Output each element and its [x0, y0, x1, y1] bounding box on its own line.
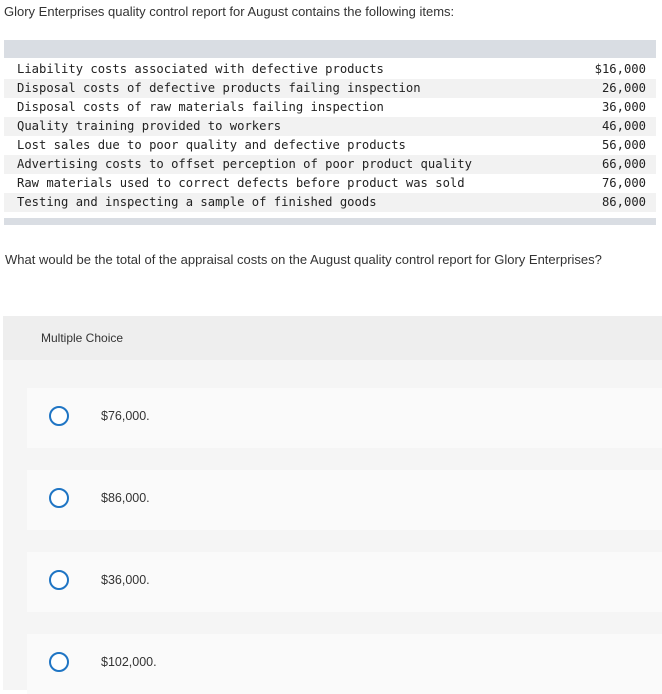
answer-option[interactable]	[27, 388, 662, 448]
cost-table	[4, 40, 656, 226]
multiple-choice-panel	[3, 316, 662, 690]
row-description: Advertising costs to offset perception of poor product quality	[17, 157, 472, 171]
multiple-choice-title: Multiple Choice	[41, 331, 124, 345]
row-description: Testing and inspecting a sample of finished goods	[17, 195, 377, 209]
row-amount: 46,000	[601, 119, 646, 133]
table-row	[4, 98, 656, 117]
table-row	[4, 79, 656, 98]
row-amount: 66,000	[601, 157, 646, 171]
row-description: Liability costs associated with defective products	[17, 62, 384, 76]
table-row	[4, 60, 656, 79]
option-label: $86,000.	[101, 491, 150, 505]
table-row	[4, 117, 656, 136]
table-row	[4, 155, 656, 174]
row-description: Raw materials used to correct defects before product was sold	[17, 176, 465, 190]
table-bottom-bar	[4, 218, 656, 225]
row-description: Lost sales due to poor quality and defective products	[17, 138, 406, 152]
answer-option[interactable]	[27, 552, 662, 612]
option-label: $36,000.	[101, 573, 150, 587]
row-description: Disposal costs of defective products failing inspection	[17, 81, 421, 95]
table-row	[4, 174, 656, 193]
radio-button[interactable]	[49, 488, 69, 508]
row-amount: 36,000	[601, 100, 646, 114]
option-label: $76,000.	[101, 409, 150, 423]
row-amount: 26,000	[601, 81, 646, 95]
table-top-bar	[4, 40, 656, 58]
row-description: Quality training provided to workers	[17, 119, 282, 133]
question-text: What would be the total of the appraisal costs on the August quality control report for Glory Enterprises?	[5, 252, 602, 267]
multiple-choice-header	[3, 316, 662, 360]
row-amount: $16,000	[594, 62, 646, 76]
option-label: $102,000.	[101, 655, 157, 669]
row-amount: 76,000	[601, 176, 646, 190]
intro-text: Glory Enterprises quality control report for August contains the following items:	[4, 4, 455, 19]
table-row	[4, 136, 656, 155]
table-rows	[4, 60, 656, 212]
row-amount: 86,000	[601, 195, 646, 209]
answer-option[interactable]	[27, 470, 662, 530]
radio-button[interactable]	[49, 570, 69, 590]
radio-button[interactable]	[49, 406, 69, 426]
row-amount: 56,000	[601, 138, 646, 152]
table-row	[4, 193, 656, 212]
answer-option[interactable]	[27, 634, 662, 694]
row-description: Disposal costs of raw materials failing inspection	[17, 100, 384, 114]
radio-button[interactable]	[49, 652, 69, 672]
